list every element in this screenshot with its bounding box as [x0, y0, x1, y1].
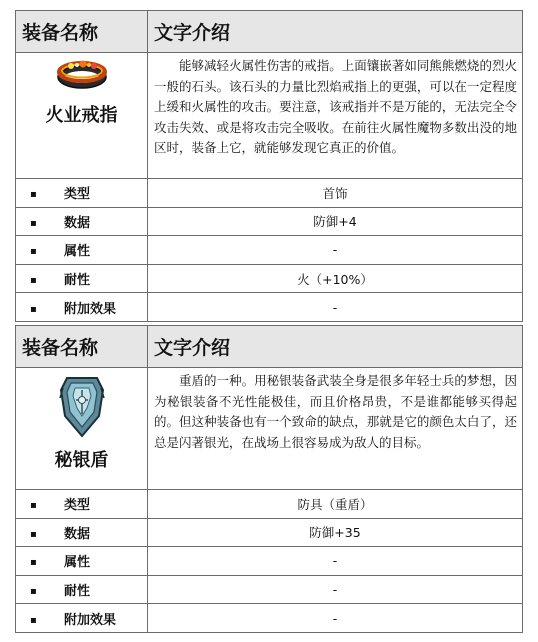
item-cell — [16, 53, 148, 179]
header-description: 文字介绍 — [148, 11, 523, 53]
property-value: - — [148, 293, 523, 322]
property-label-cell: ▪ 耐性 — [16, 264, 148, 293]
mithril-shield-icon — [57, 372, 107, 440]
property-label-cell: ▪ 属性 — [16, 236, 148, 265]
bullet-icon: ▪ — [30, 528, 37, 540]
property-row — [16, 236, 523, 265]
property-row — [16, 604, 523, 633]
property-label-cell: ▪ 附加效果 — [16, 604, 148, 633]
table-header-row — [16, 326, 523, 368]
description-text: 能够减轻火属性伤害的戒指。上面镶嵌著如同熊熊燃烧的烈火一般的石头。该石头的力量比烈焰戒指上的更强，可以在一定程度上缓和火属性的攻击。要注意，该戒指并不是万能的，无法完全令攻击失效、或是将攻击完全吸收。在前往火属性魔物多数出没的地区时，装备上它，就能够发现它真正的价值。 — [154, 58, 517, 155]
header-equipment-name: 装备名称 — [16, 326, 148, 368]
property-value: 防具（重盾） — [148, 490, 523, 519]
property-row — [16, 264, 523, 293]
property-label-cell: ▪ 数据 — [16, 518, 148, 547]
bullet-icon: ▪ — [30, 586, 37, 598]
property-label-cell: ▪ 附加效果 — [16, 293, 148, 322]
item-row — [16, 368, 523, 490]
bullet-icon: ▪ — [30, 217, 37, 229]
item-row — [16, 53, 523, 179]
property-row — [16, 575, 523, 604]
item-cell — [16, 368, 148, 490]
property-label-cell: ▪ 数据 — [16, 207, 148, 236]
property-value: 防御+35 — [148, 518, 523, 547]
property-row — [16, 207, 523, 236]
fire-ring-icon — [55, 57, 109, 93]
bullet-icon: ▪ — [30, 189, 37, 201]
property-value: 首饰 — [148, 179, 523, 208]
property-row — [16, 179, 523, 208]
property-value: - — [148, 575, 523, 604]
bullet-icon: ▪ — [30, 557, 37, 569]
property-label-cell: ▪ 类型 — [16, 179, 148, 208]
header-equipment-name: 装备名称 — [16, 11, 148, 53]
item-name: 秘银盾 — [54, 450, 109, 471]
bullet-icon: ▪ — [30, 303, 37, 315]
bullet-icon: ▪ — [30, 614, 37, 626]
property-value: - — [148, 236, 523, 265]
property-row — [16, 547, 523, 576]
item-description — [148, 53, 523, 179]
property-value: 火（+10%） — [148, 264, 523, 293]
property-label-cell: ▪ 属性 — [16, 547, 148, 576]
property-row — [16, 293, 523, 322]
header-description: 文字介绍 — [148, 326, 523, 368]
property-value: - — [148, 604, 523, 633]
item-name: 火业戒指 — [45, 105, 118, 126]
bullet-icon: ▪ — [30, 500, 37, 512]
table-header-row — [16, 11, 523, 53]
property-value: 防御+4 — [148, 207, 523, 236]
bullet-icon: ▪ — [30, 246, 37, 258]
property-row — [16, 518, 523, 547]
property-label-cell: ▪ 类型 — [16, 490, 148, 519]
item-description — [148, 368, 523, 490]
property-label-cell: ▪ 耐性 — [16, 575, 148, 604]
equipment-table-1 — [15, 10, 523, 322]
property-value: - — [148, 547, 523, 576]
description-text: 重盾的一种。用秘银装备武装全身是很多年轻士兵的梦想，因为秘银装备不光性能极佳，而且价格昂贵，不是谁都能够买得起的。但这种装备也有一个致命的缺点，那就是它的颜色太白了，还总是闪著银光，在战场上很容易成为敌人的目标。 — [154, 373, 517, 450]
property-row — [16, 490, 523, 519]
equipment-table-2 — [15, 325, 523, 633]
bullet-icon: ▪ — [30, 275, 37, 287]
